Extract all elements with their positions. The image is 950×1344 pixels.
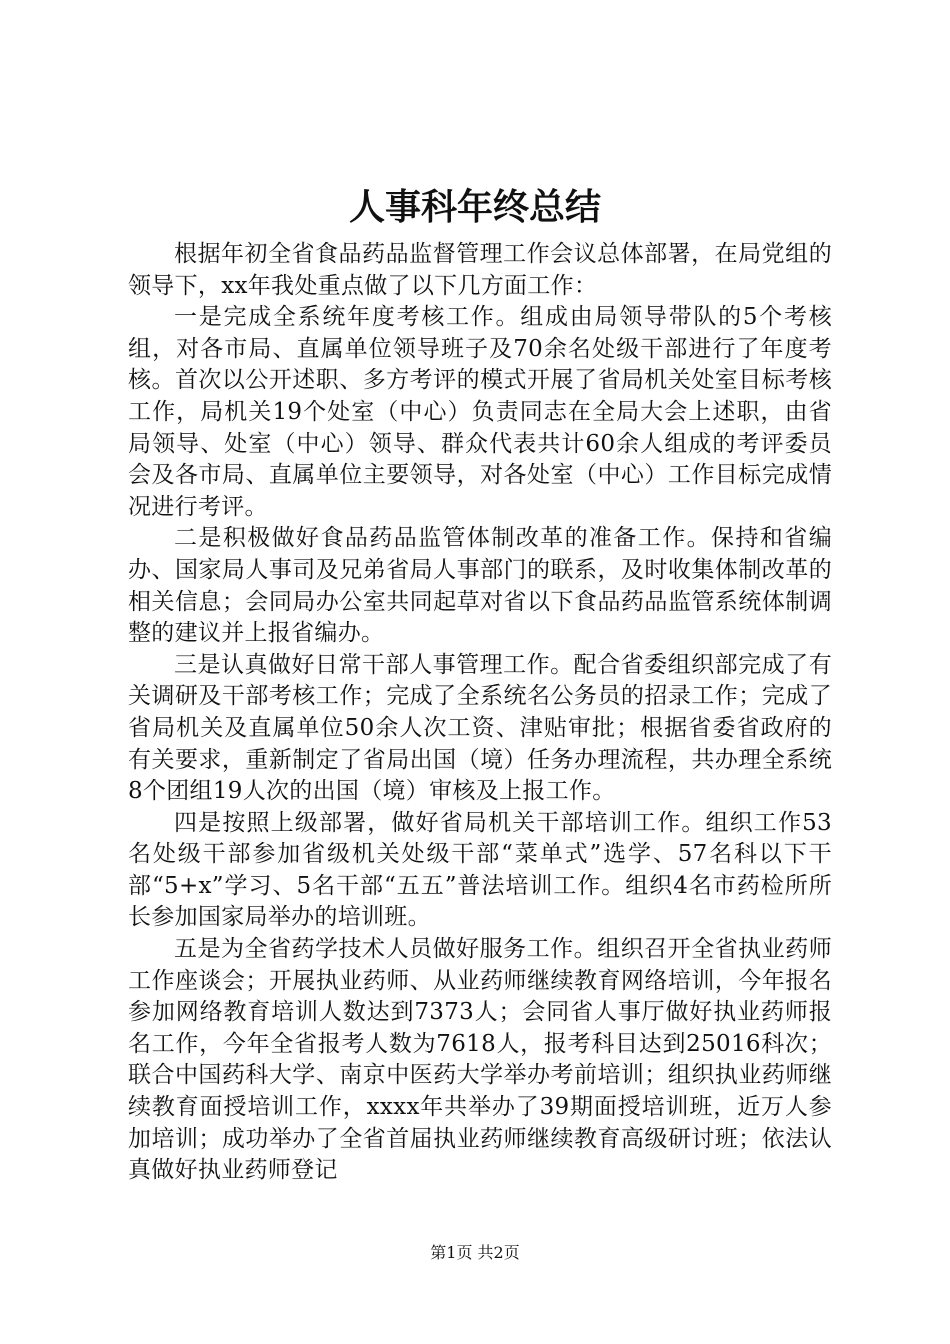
paragraph-item-1: 一是完成全系统年度考核工作。组成由局领导带队的5个考核组，对各市局、直属单位领导班子及70余名处级干部进行了年度考核。首次以公开述职、多方考评的模式开展了省局机关处室目标考核工作，局机关19个处室（中心）负责同志在全局大会上述职，由省局领导、处室（中心）领导、群众代表共计60余人组成的考评委员会及各市局、直属单位主要领导，对各处室（中心）工作目标完成情况进行考评。 [128, 304, 832, 520]
paragraph-intro: 根据年初全省食品药品监督管理工作会议总体部署，在局党组的领导下，xx年我处重点做了以下几方面工作： [128, 241, 832, 299]
paragraph-item-2: 二是积极做好食品药品监管体制改革的准备工作。保持和省编办、国家局人事司及兄弟省局人事部门的联系，及时收集体制改革的相关信息；会同局办公室共同起草对省以下食品药品监管系统体制调整的建议并上报省编办。 [128, 525, 832, 647]
paragraph-item-3: 三是认真做好日常干部人事管理工作。配合省委组织部完成了有关调研及干部考核工作；完成了全系统名公务员的招录工作；完成了省局机关及直属单位50余人次工资、津贴审批；根据省委省政府的有关要求，重新制定了省局出国（境）任务办理流程，共办理全系统8个团组19人次的出国（境）审核及上报工作。 [128, 651, 832, 805]
document-body [128, 239, 832, 1187]
paragraph-item-4: 四是按照上级部署，做好省局机关干部培训工作。组织工作53名处级干部参加省级机关处级干部“菜单式”选学、57名科以下干部“5+x”学习、5名干部“五五”普法培训工作。组织4名市药检所所长参加国家局举办的培训班。 [128, 809, 832, 931]
page-number-footer: 第1页 共2页 [430, 1243, 520, 1262]
document-title: 人事科年终总结 [348, 187, 601, 228]
paragraph-item-5: 五是为全省药学技术人员做好服务工作。组织召开全省执业药师工作座谈会；开展执业药师、从业药师继续教育网络培训，今年报名参加网络教育培训人数达到7373人；会同省人事厅做好执业药师报名工作，今年全省报考人数为7618人，报考科目达到25016科次；联合中国药科大学、南京中医药大学举办考前培训；组织执业药师继续教育面授培训工作，xxxx年共举办了39期面授培训班，近万人参加培训；成功举办了全省首届执业药师继续教育高级研讨班；依法认真做好执业药师登记 [128, 936, 832, 1184]
